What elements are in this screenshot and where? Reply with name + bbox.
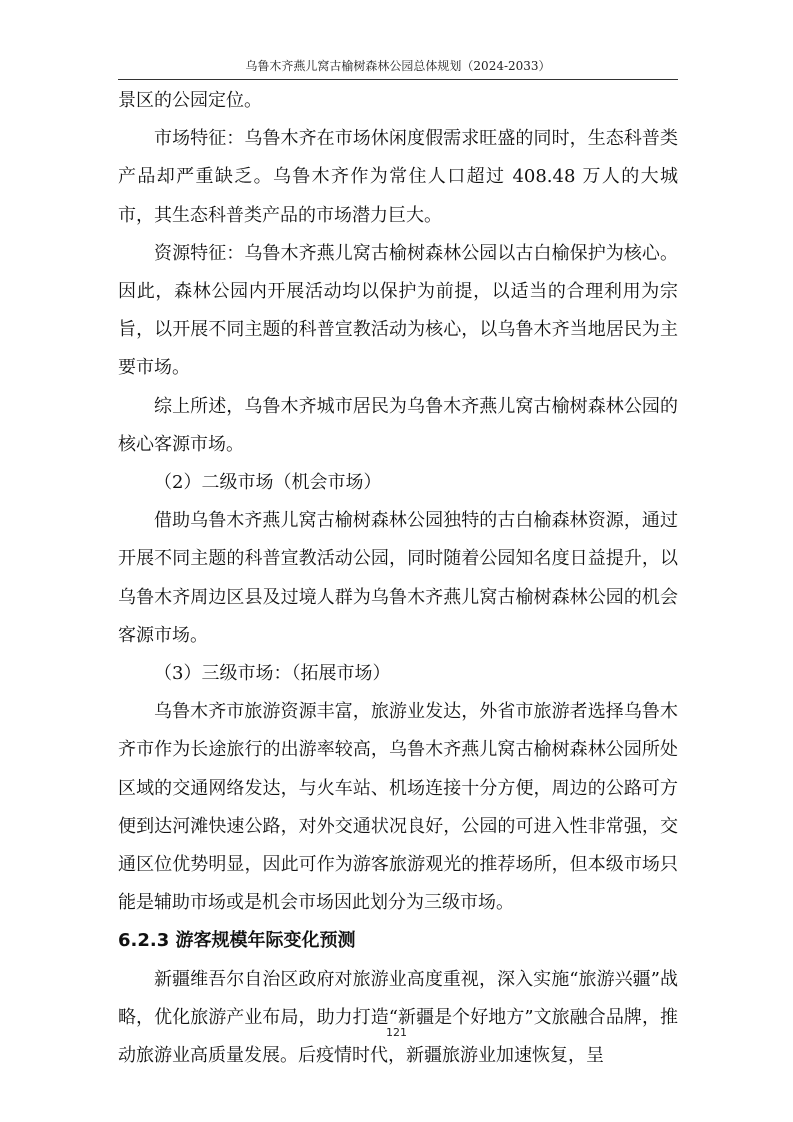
paragraph-market-features: 市场特征：乌鲁木齐在市场休闲度假需求旺盛的同时，生态科普类产品却严重缺乏。乌鲁木齐作为常住人口超过 408.48 万人的大城市，其生态科普类产品的市场潜力巨大。 xyxy=(118,128,678,226)
page-number: 121 xyxy=(386,1026,407,1039)
subheading-tertiary-market: （3）三级市场：（拓展市场） xyxy=(154,663,391,685)
header-rule xyxy=(118,79,678,80)
paragraph-tertiary-market: 乌鲁木齐市旅游资源丰富，旅游业发达，外省市旅游者选择乌鲁木齐市作为长途旅行的出游率较高，乌鲁木齐燕儿窝古榆树森林公园所处区域的交通网络发达，与火车站、机场连接十分方便，周边的公路可方便到达河滩快速公路，对外交通状况良好，公园的可进入性非常强，交通区位优势明显，因此可作为游客旅游观光的推荐场所，但本级市场只能是辅助市场或是机会市场因此划分为三级市场。 xyxy=(118,701,678,914)
paragraph-summary: 综上所述，乌鲁木齐城市居民为乌鲁木齐燕儿窝古榆树森林公园的核心客源市场。 xyxy=(118,395,678,455)
running-header: 乌鲁木齐燕儿窝古榆树森林公园总体规划（2024-2033） xyxy=(245,59,551,73)
subheading-secondary-market: （2）二级市场（机会市场） xyxy=(154,472,382,494)
paragraph-resource-features: 资源特征：乌鲁木齐燕儿窝古榆树森林公园以古白榆保护为核心。因此，森林公园内开展活动均以保护为前提，以适当的合理利用为宗旨，以开展不同主题的科普宣教活动为核心，以乌鲁木齐当地居民为主要市场。 xyxy=(118,242,678,379)
paragraph-continuation: 景区的公园定位。 xyxy=(118,90,262,111)
page-body xyxy=(118,82,678,1075)
section-heading: 6.2.3 游客规模年际变化预测 xyxy=(118,930,356,952)
paragraph-secondary-market: 借助乌鲁木齐燕儿窝古榆树森林公园独特的古白榆森林资源，通过开展不同主题的科普宣教活动公园，同时随着公园知名度日益提升，以乌鲁木齐周边区县及过境人群为乌鲁木齐燕儿窝古榆树森林公园的机会客源市场。 xyxy=(118,510,678,646)
paragraph-tourism-forecast: 新疆维吾尔自治区政府对旅游业高度重视，深入实施“旅游兴疆”战略，优化旅游产业布局，助力打造“新疆是个好地方”文旅融合品牌，推动旅游业高质量发展。后疫情时代，新疆旅游业加速恢复，呈 xyxy=(118,968,678,1067)
